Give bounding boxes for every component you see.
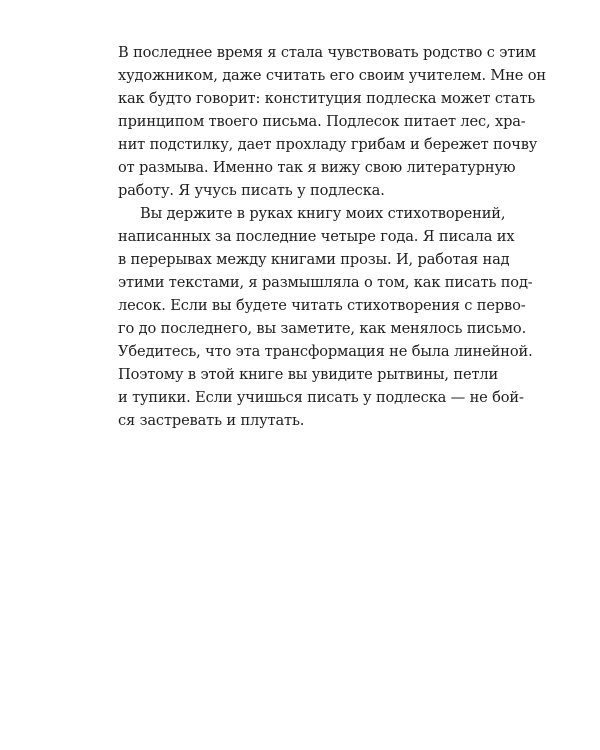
text-line: этими текстами, я размышляла о том, как писать под- xyxy=(118,274,533,291)
text-line: лесок. Если вы будете читать стихотворения с перво- xyxy=(118,297,526,314)
text-line: в перерывах между книгами прозы. И, работая над xyxy=(118,251,510,268)
text-line: написанных за последние четыре года. Я писала их xyxy=(118,228,515,245)
text-line: Вы держите в руках книгу моих стихотворений, xyxy=(140,205,506,222)
text-line: как будто говорит: конституция подлеска может стать xyxy=(118,90,536,107)
text-line: принципом твоего письма. Подлесок питает лес, хра- xyxy=(118,113,526,130)
text-line: го до последнего, вы заметите, как менялось письмо. xyxy=(118,320,527,337)
paragraph-1 xyxy=(118,41,546,202)
text-line: ся застревать и плутать. xyxy=(118,412,305,429)
text-line: В последнее время я стала чувствовать родство с этим xyxy=(118,44,536,61)
text-line: Убедитесь, что эта трансформация не была линейной. xyxy=(118,343,533,360)
text-line: от размыва. Именно так я вижу свою литературную xyxy=(118,159,516,176)
text-line: Поэтому в этой книге вы увидите рытвины, петли xyxy=(118,366,499,383)
text-line: художником, даже считать его своим учителем. Мне он xyxy=(118,67,546,84)
text-line: нит подстилку, дает прохладу грибам и бережет почву xyxy=(118,136,538,153)
text-line: работу. Я учусь писать у подлеска. xyxy=(118,182,385,199)
text-line: и тупики. Если учишься писать у подлеска — не бой- xyxy=(118,389,524,406)
body-text xyxy=(118,41,546,432)
paragraph-2 xyxy=(118,202,533,432)
